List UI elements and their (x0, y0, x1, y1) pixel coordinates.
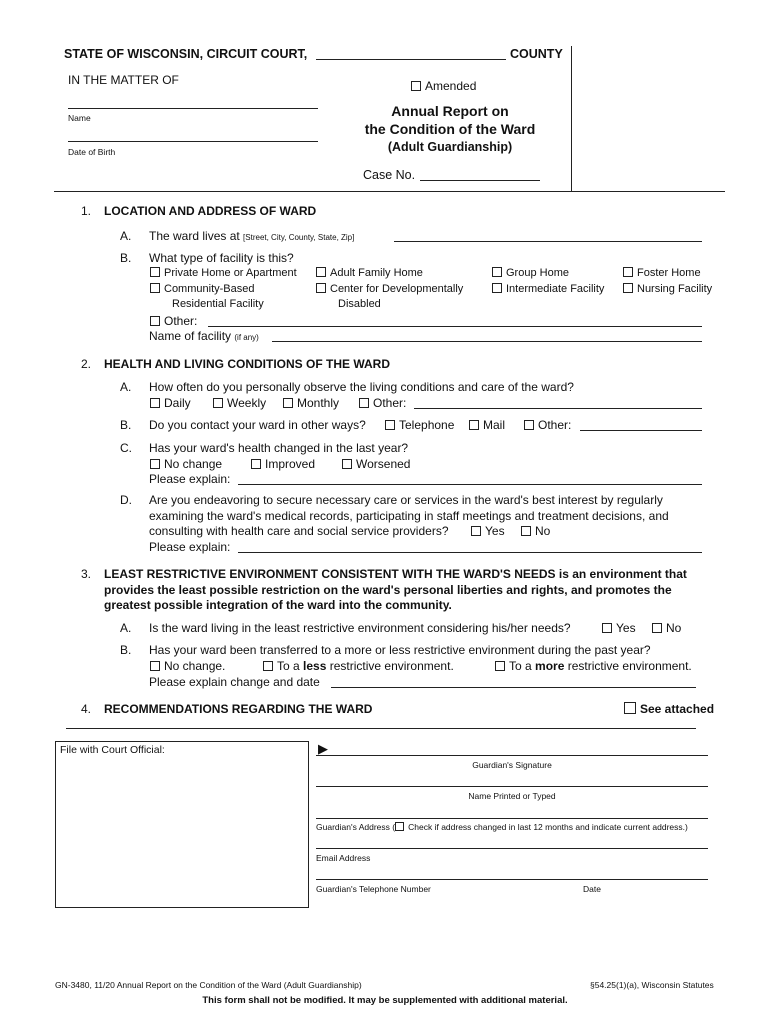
s2-d-letter: D. (120, 493, 132, 507)
care-yes-label: Yes (485, 524, 505, 538)
no-change-row (150, 457, 222, 471)
care-explain-label: Please explain: (149, 540, 231, 554)
care-no-label: No (535, 524, 551, 538)
more-label: more (535, 659, 565, 673)
monthly-row (283, 396, 339, 410)
opt-afh-row (316, 267, 423, 279)
frequency-other-checkbox[interactable] (359, 398, 369, 408)
center-developmentally-disabled-checkbox[interactable] (316, 283, 326, 293)
guardian-address-text: Guardian's Address (316, 822, 390, 832)
transfer-less-row (263, 659, 454, 673)
phone-date-field[interactable] (316, 879, 708, 880)
nursing-facility-checkbox[interactable] (623, 283, 633, 293)
health-worsened-checkbox[interactable] (342, 459, 352, 469)
frequency-other-label: Other: (373, 396, 407, 410)
form-title-1: Annual Report on (391, 103, 509, 119)
s2-b-text: Do you contact your ward in other ways? (149, 418, 366, 432)
guardian-signature-label: Guardian's Signature (472, 760, 552, 770)
restrictive-label: restrictive environment. (329, 659, 454, 673)
lre-no-label: No (666, 621, 682, 635)
amended-checkbox-row (411, 79, 476, 93)
name-printed-field[interactable] (316, 786, 708, 787)
health-explain-field[interactable] (238, 484, 702, 485)
see-attached-label: See attached (640, 702, 715, 716)
intermediate-facility-checkbox[interactable] (492, 283, 502, 293)
dob-label: Date of Birth (68, 147, 116, 157)
see-attached-row (624, 702, 714, 716)
s1-a-letter: A. (120, 229, 132, 243)
header-divider (571, 46, 572, 192)
restrictive-label: restrictive environment. (567, 659, 692, 673)
court-caption: STATE OF WISCONSIN, CIRCUIT COURT, (64, 47, 308, 61)
opt-nursing-row (623, 283, 712, 295)
d-no-row (521, 524, 550, 538)
dob-field[interactable] (68, 141, 318, 142)
transfer-explain-field[interactable] (331, 687, 696, 688)
s3-number: 3. (81, 567, 92, 581)
file-with-court-label: File with Court Official: (60, 744, 165, 756)
s2-d-text-2: examining the ward's medical records, participating in staff meetings and treatment decisions, and (149, 509, 669, 523)
weekly-checkbox[interactable] (213, 398, 223, 408)
worsened-row (342, 457, 410, 471)
health-worsened-label: Worsened (356, 457, 411, 471)
s3-b-letter: B. (120, 643, 132, 657)
guardian-address-label: Guardian's Address ( Check if address changed in last 12 months and indicate current address.) (316, 822, 688, 832)
d-yes-row (471, 524, 505, 538)
contact-other-field[interactable] (580, 430, 702, 431)
opt-other-row (150, 314, 197, 328)
cdd-label: Center for Developmentally (330, 283, 464, 295)
health-improved-label: Improved (265, 457, 316, 471)
lre-no-checkbox[interactable] (652, 623, 662, 633)
mail-label: Mail (483, 418, 506, 432)
transfer-no-change-row (150, 659, 225, 673)
health-explain-label: Please explain: (149, 472, 231, 486)
county-label: COUNTY (510, 47, 563, 61)
address-changed-label: Check if address changed in last 12 months and indicate current address.) (408, 822, 688, 832)
contact-other-checkbox[interactable] (524, 420, 534, 430)
adult-family-home-checkbox[interactable] (316, 267, 326, 277)
s3-title-3: greatest possible integration of the ward into the community. (104, 598, 452, 612)
transfer-more-checkbox[interactable] (495, 661, 505, 671)
lre-no-row (652, 621, 681, 635)
adult-family-home-label: Adult Family Home (330, 267, 423, 279)
telephone-label: Telephone (399, 418, 455, 432)
guardian-address-field[interactable] (316, 818, 708, 819)
group-home-checkbox[interactable] (492, 267, 502, 277)
s1-title: LOCATION AND ADDRESS OF WARD (104, 204, 317, 218)
s2-number: 2. (81, 357, 92, 371)
see-attached-checkbox[interactable] (624, 702, 636, 714)
s3-a-text: Is the ward living in the least restrictive environment considering his/her needs? (149, 621, 571, 635)
frequency-other-row (359, 396, 406, 410)
community-based-checkbox[interactable] (150, 283, 160, 293)
intermediate-facility-label: Intermediate Facility (506, 283, 605, 295)
s2-a-letter: A. (120, 380, 132, 394)
arrow-icon: ▶ (318, 741, 328, 756)
s2-title: HEALTH AND LIVING CONDITIONS OF THE WARD (104, 357, 390, 371)
s2-b-letter: B. (120, 418, 132, 432)
transfer-explain-label: Please explain change and date (149, 675, 320, 689)
case-no-field[interactable] (420, 180, 540, 181)
form-id: GN-3480, 11/20 Annual Report on the Condition of the Ward (Adult Guardianship) (55, 980, 362, 990)
s3-title-1: LEAST RESTRICTIVE ENVIRONMENT CONSISTENT WITH THE WARD'S NEEDS is an environment that (104, 567, 687, 581)
guardian-signature-field[interactable] (316, 755, 708, 756)
daily-checkbox[interactable] (150, 398, 160, 408)
community-based-label-2: Residential Facility (172, 298, 264, 310)
contact-other-row (524, 418, 571, 432)
address-hint: [Street, City, County, State, Zip] (243, 233, 355, 242)
s3-a-letter: A. (120, 621, 132, 635)
mail-row (469, 418, 505, 432)
foster-home-label: Foster Home (637, 267, 701, 279)
s3-b-text: Has your ward been transferred to a more or less restrictive environment during the past year? (149, 643, 651, 657)
monthly-checkbox[interactable] (283, 398, 293, 408)
less-label: less (303, 659, 327, 673)
health-no-change-label: No change (164, 457, 223, 471)
s4-number: 4. (81, 702, 92, 716)
transfer-more-row (495, 659, 692, 673)
lre-yes-checkbox[interactable] (602, 623, 612, 633)
statute: §54.25(1)(a), Wisconsin Statutes (590, 980, 714, 990)
foster-home-checkbox[interactable] (623, 267, 633, 277)
telephone-checkbox[interactable] (385, 420, 395, 430)
name-printed-label: Name Printed or Typed (468, 791, 556, 801)
date-label: Date (583, 884, 601, 894)
facility-name-hint: (if any) (234, 333, 259, 342)
care-explain-field[interactable] (238, 552, 702, 553)
ward-address-field[interactable] (394, 241, 702, 242)
s1-number: 1. (81, 204, 92, 218)
facility-other-label: Other: (164, 314, 198, 328)
opt-intermediate-row (492, 283, 604, 295)
s3-title-2: provides the least possible restriction on the ward's personal liberties and rights, and promotes the (104, 583, 672, 597)
health-no-change-checkbox[interactable] (150, 459, 160, 469)
opt-community-row (150, 283, 254, 295)
s2-c-letter: C. (120, 441, 132, 455)
file-with-court-box (55, 741, 309, 908)
name-label: Name (68, 113, 91, 123)
care-yes-checkbox[interactable] (471, 526, 481, 536)
daily-row (150, 396, 191, 410)
facility-other-checkbox[interactable] (150, 316, 160, 326)
nursing-facility-label: Nursing Facility (637, 283, 713, 295)
facility-other-field[interactable] (208, 326, 702, 327)
s2-a-text: How often do you personally observe the living conditions and care of the ward? (149, 380, 574, 394)
daily-label: Daily (164, 396, 191, 410)
facility-name-row (149, 329, 259, 343)
improved-row (251, 457, 315, 471)
amended-label: Amended (425, 79, 477, 93)
opt-cdd-row (316, 283, 463, 295)
opt-foster-row (623, 267, 701, 279)
facility-question: What type of facility is this? (149, 251, 294, 265)
contact-other-label: Other: (538, 418, 572, 432)
health-improved-checkbox[interactable] (251, 459, 261, 469)
s1-b-letter: B. (120, 251, 132, 265)
frequency-other-field[interactable] (414, 408, 702, 409)
form-title-2: the Condition of the Ward (364, 121, 536, 137)
transfer-no-change-checkbox[interactable] (150, 661, 160, 671)
s4-title: RECOMMENDATIONS REGARDING THE WARD (104, 702, 373, 716)
in-matter-of: IN THE MATTER OF (68, 73, 179, 87)
recommendations-field[interactable] (66, 728, 696, 729)
telephone-row (385, 418, 454, 432)
monthly-label: Monthly (297, 396, 340, 410)
address-changed-checkbox[interactable] (395, 822, 404, 831)
lre-yes-row (602, 621, 636, 635)
ward-lives-label: The ward lives at (149, 229, 240, 243)
facility-name-label: Name of facility (149, 329, 232, 343)
care-no-checkbox[interactable] (521, 526, 531, 536)
name-field[interactable] (68, 108, 318, 109)
to-a-label: To a (509, 659, 532, 673)
email-label: Email Address (316, 853, 371, 863)
facility-name-field[interactable] (272, 341, 702, 342)
phone-label: Guardian's Telephone Number (316, 884, 431, 894)
county-field[interactable] (316, 59, 506, 60)
case-no-label: Case No. (363, 168, 416, 182)
community-based-label: Community-Based (164, 283, 255, 295)
s2-d-text-1: Are you endeavoring to secure necessary care or services in the ward's best interest by regularly (149, 493, 663, 507)
transfer-no-change-label: No change. (164, 659, 226, 673)
opt-group-row (492, 267, 569, 279)
s2-c-text: Has your ward's health changed in the last year? (149, 441, 409, 455)
private-home-checkbox[interactable] (150, 267, 160, 277)
transfer-less-checkbox[interactable] (263, 661, 273, 671)
s1-a-text (149, 229, 354, 243)
amended-checkbox[interactable] (411, 81, 421, 91)
to-a-label: To a (277, 659, 300, 673)
group-home-label: Group Home (506, 267, 569, 279)
opt-private-row (150, 267, 297, 279)
form-title-3: (Adult Guardianship) (387, 140, 513, 154)
mail-checkbox[interactable] (469, 420, 479, 430)
lre-yes-label: Yes (616, 621, 636, 635)
footer-notice: This form shall not be modified. It may be supplemented with additional material. (202, 995, 568, 1006)
s2-d-text-3: consulting with health care and social service providers? (149, 524, 449, 538)
address-line-2-field[interactable] (316, 848, 708, 849)
cdd-label-2: Disabled (338, 298, 381, 310)
weekly-row (213, 396, 266, 410)
header-bottom-rule (54, 191, 725, 192)
weekly-label: Weekly (227, 396, 267, 410)
private-home-label: Private Home or Apartment (164, 267, 297, 279)
